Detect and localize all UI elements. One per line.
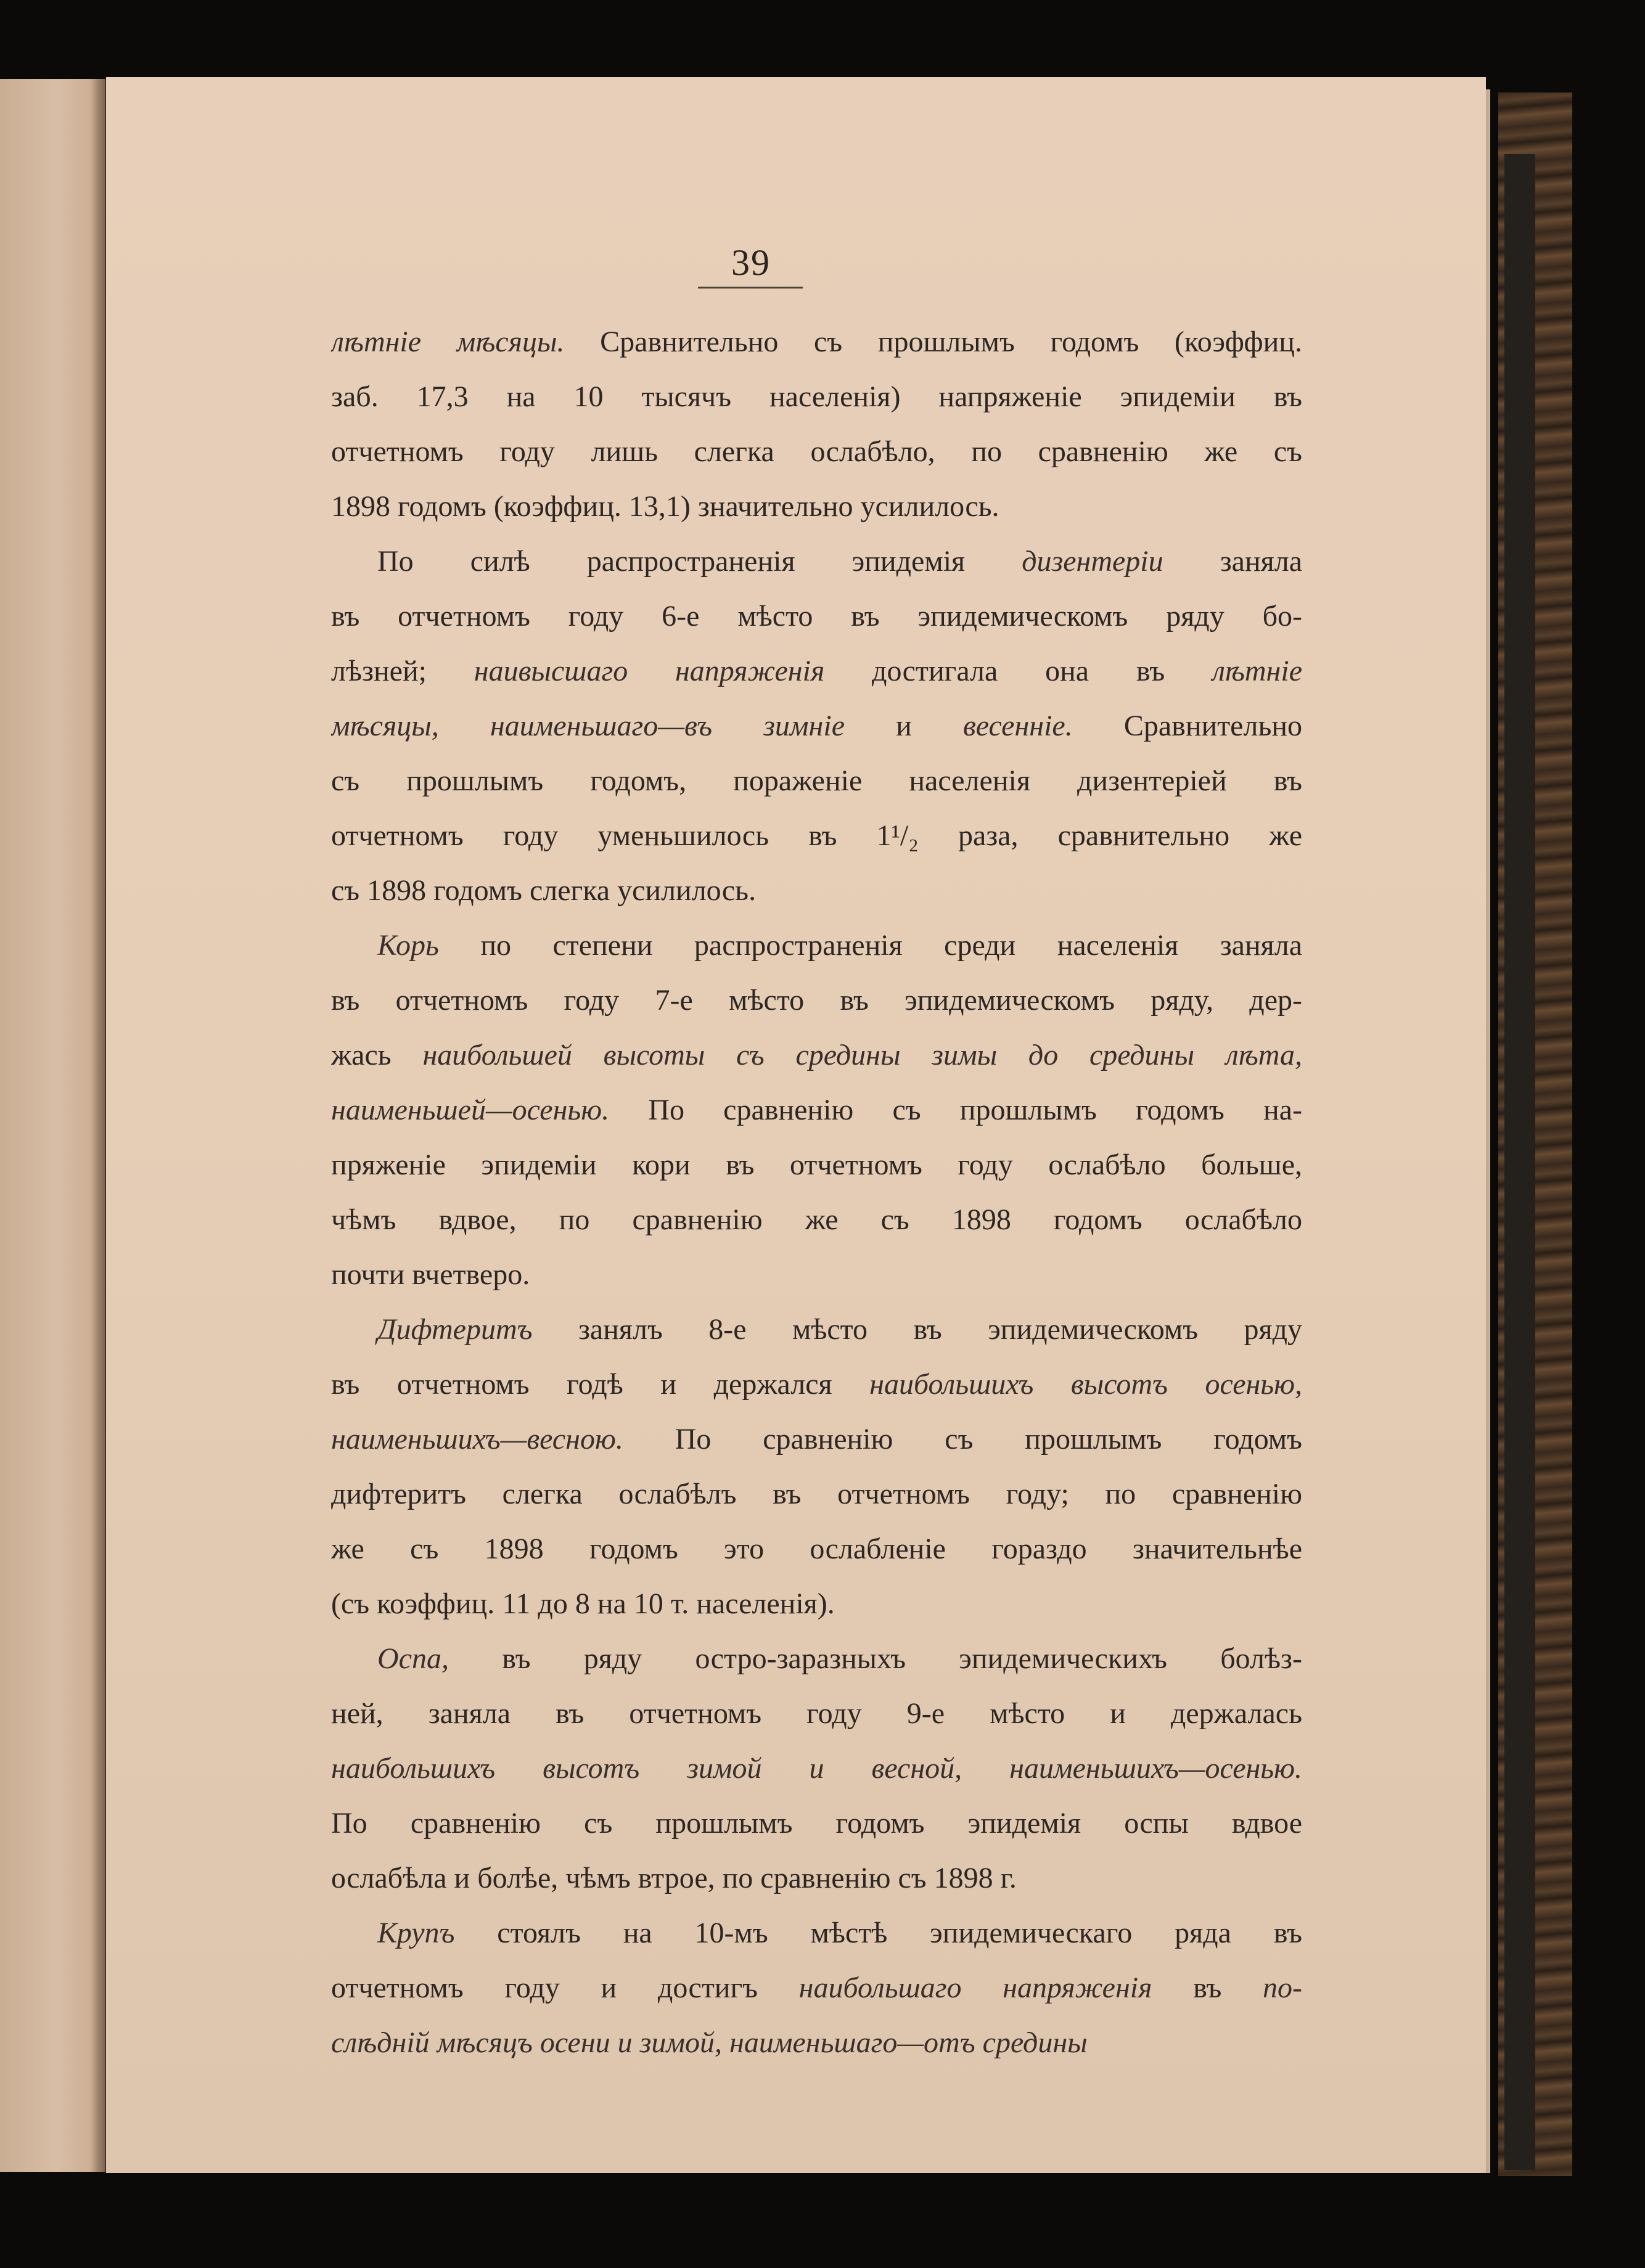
text-run: По сравненію съ прошлымъ годомъ эпидемія оспы вдвое xyxy=(331,1807,1302,1840)
text-run: (съ коэффиц. 11 до 8 на 10 т. населенія). xyxy=(331,1587,835,1620)
paragraph xyxy=(331,918,1302,1302)
text-run: достигала она въ xyxy=(824,655,1212,687)
text-line xyxy=(331,1906,1302,1960)
text-run: ней, заняла въ отчетномъ году 9-е мѣсто и держалась xyxy=(331,1697,1302,1730)
text-line xyxy=(331,479,1302,534)
italic-text: наибольшаго напряженія xyxy=(798,1971,1152,2004)
paragraph xyxy=(331,1302,1302,1631)
text-line xyxy=(331,1741,1302,1796)
text-run: По силѣ распространенія эпидемія xyxy=(377,545,1022,578)
text-line xyxy=(331,1631,1302,1686)
italic-text: наивысшаго напряженія xyxy=(474,655,825,687)
italic-text: мѣсяцы, наименьшаго—въ зимніе xyxy=(331,710,845,742)
text-run: занялъ 8-е мѣсто въ эпидемическомъ ряду xyxy=(532,1313,1302,1346)
text-line xyxy=(331,369,1302,424)
text-line xyxy=(331,1192,1302,1247)
text-line xyxy=(331,1467,1302,1521)
paragraph xyxy=(331,1906,1302,2070)
italic-text: наименьшихъ—весною. xyxy=(331,1423,623,1455)
text-line xyxy=(331,1083,1302,1137)
text-run: заб. 17,3 на 10 тысячъ населенія) напряженіе эпидеміи въ xyxy=(331,380,1302,413)
text-run: отчетномъ году и достигъ xyxy=(331,1971,799,2004)
italic-text: Оспа, xyxy=(377,1642,449,1675)
text-run: Сравнительно съ прошлымъ годомъ (коэффиц. xyxy=(564,325,1302,358)
text-run: По сравненію съ прошлымъ годомъ xyxy=(623,1423,1302,1455)
text-run: лѣзней; xyxy=(331,655,474,687)
text-line xyxy=(331,753,1302,808)
text-run: пряженіе эпидеміи кори въ отчетномъ году ослабѣло больше, xyxy=(331,1148,1302,1181)
page-text xyxy=(331,314,1302,2070)
page-number-rule xyxy=(698,287,803,289)
text-run: жась xyxy=(331,1039,423,1071)
text-line xyxy=(331,589,1302,644)
italic-text: дизентеріи xyxy=(1022,545,1163,578)
text-run: съ 1898 годомъ слегка усилилось. xyxy=(331,874,757,907)
italic-text: наименьшей—осенью. xyxy=(331,1094,610,1126)
text-run: По сравненію съ прошлымъ годомъ на- xyxy=(609,1094,1302,1126)
text-line xyxy=(331,1137,1302,1192)
text-line xyxy=(331,1247,1302,1302)
italic-text: Крупъ xyxy=(377,1917,455,1949)
italic-text: лѣтніе xyxy=(1212,655,1302,687)
text-line xyxy=(331,973,1302,1028)
text-line xyxy=(331,1521,1302,1576)
italic-text: наибольшихъ высотъ осенью, xyxy=(869,1368,1302,1401)
italic-text: Дифтеритъ xyxy=(377,1313,533,1346)
text-run: по степени распространенія среди населенія заняла xyxy=(438,929,1302,962)
text-line xyxy=(331,644,1302,698)
text-line xyxy=(331,918,1302,973)
paragraph xyxy=(331,534,1302,918)
text-line xyxy=(331,2015,1302,2070)
text-line xyxy=(331,1302,1302,1357)
text-run: дифтеритъ слегка ослабѣлъ въ отчетномъ году; по сравненію xyxy=(331,1478,1302,1510)
paragraph xyxy=(331,1631,1302,1906)
text-run: въ xyxy=(1152,1971,1263,2004)
text-line xyxy=(331,1357,1302,1412)
text-run: Сравнительно xyxy=(1072,710,1302,742)
text-run: ослабѣла и болѣе, чѣмъ втрое, по сравненію съ 1898 г. xyxy=(331,1862,1017,1894)
italic-text: слѣдній мѣсяцъ осени и зимой, наименьшаго—отъ средины xyxy=(331,2026,1088,2059)
text-line xyxy=(331,1576,1302,1631)
text-line xyxy=(331,698,1302,753)
text-run: заняла xyxy=(1163,545,1302,578)
text-line xyxy=(331,1028,1302,1083)
text-run: въ ряду остро-заразныхъ эпидемическихъ болѣз- xyxy=(448,1642,1302,1675)
text-run: въ отчетномъ годѣ и держался xyxy=(331,1368,870,1401)
text-line xyxy=(331,424,1302,479)
italic-text: наибольшей высоты съ средины зимы до средины лѣта, xyxy=(422,1039,1302,1071)
italic-text: лѣтніе мѣсяцы. xyxy=(331,325,565,358)
text-run: 1898 годомъ (коэффиц. 13,1) значительно усилилось. xyxy=(331,490,999,523)
text-line xyxy=(331,534,1302,589)
left-page-edge xyxy=(0,79,105,2172)
text-run: съ прошлымъ годомъ, пораженіе населенія дизентеріей въ xyxy=(331,764,1302,797)
book-cover-inner xyxy=(1504,154,1535,2170)
text-run: отчетномъ году уменьшилось въ 1¹/₂ раза, сравнительно же xyxy=(331,819,1302,852)
text-run: и xyxy=(845,710,963,742)
italic-text: Корь xyxy=(377,929,439,962)
text-run: чѣмъ вдвое, по сравненію же съ 1898 годомъ ослабѣло xyxy=(331,1203,1302,1236)
text-line xyxy=(331,1412,1302,1467)
page-number: 39 xyxy=(731,242,771,283)
paragraph xyxy=(331,314,1302,534)
text-line xyxy=(331,1796,1302,1851)
text-run: же съ 1898 годомъ это ослабленіе гораздо значительнѣе xyxy=(331,1533,1302,1565)
italic-text: весенніе. xyxy=(962,710,1073,742)
text-line xyxy=(331,1960,1302,2015)
text-run: въ отчетномъ году 7-е мѣсто въ эпидемическомъ ряду, дер- xyxy=(331,984,1302,1017)
text-line xyxy=(331,1851,1302,1906)
text-line xyxy=(331,314,1302,369)
text-line xyxy=(331,808,1302,863)
text-run: въ отчетномъ году 6-е мѣсто въ эпидемическомъ ряду бо- xyxy=(331,600,1302,633)
italic-text: наибольшихъ высотъ зимой и весной, наименьшихъ—осенью. xyxy=(331,1752,1302,1785)
text-run: отчетномъ году лишь слегка ослабѣло, по сравненію же съ xyxy=(331,435,1302,468)
text-run: стоялъ на 10-мъ мѣстѣ эпидемическаго ряда въ xyxy=(454,1917,1302,1949)
text-line xyxy=(331,863,1302,918)
text-line xyxy=(331,1686,1302,1741)
italic-text: по- xyxy=(1263,1971,1302,2004)
text-run: почти вчетверо. xyxy=(331,1258,530,1291)
